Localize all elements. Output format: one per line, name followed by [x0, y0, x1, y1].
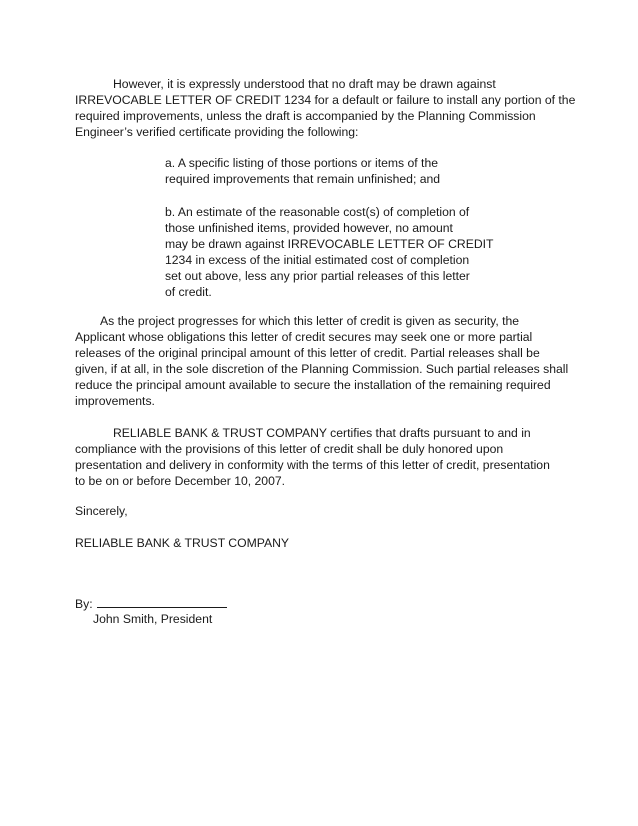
text-line: may be drawn against IRREVOCABLE LETTER OF CREDIT — [165, 237, 494, 251]
paragraph-draft-restriction — [75, 76, 576, 140]
text-line: Engineer’s verified certificate providing the following: — [75, 125, 359, 139]
text-line: of credit. — [165, 285, 212, 299]
text-line: set out above, less any prior partial releases of this letter — [165, 269, 470, 283]
signer-name-title: John Smith, President — [93, 612, 213, 626]
text-line: required improvements, unless the draft is accompanied by the Planning Commission — [75, 109, 536, 123]
text-line: However, it is expressly understood that no draft may be drawn against — [113, 77, 496, 91]
text-line: compliance with the provisions of this letter of credit shall be duly honored upon — [75, 442, 504, 456]
paragraph-certification — [75, 425, 575, 489]
text-line: given, if at all, in the sole discretion of the Planning Commission. Such partial releases shall — [75, 362, 569, 376]
text-line: b. An estimate of the reasonable cost(s) of completion of — [165, 205, 470, 219]
closing-salutation: Sincerely, — [75, 504, 128, 518]
by-label: By: — [75, 597, 93, 611]
company-name: RELIABLE BANK & TRUST COMPANY — [75, 536, 290, 550]
text-line: 1234 in excess of the initial estimated cost of completion — [165, 253, 470, 267]
text-line: to be on or before December 10, 2007. — [75, 474, 286, 488]
text-line: releases of the original principal amount of this letter of credit. Partial releases shall be — [75, 346, 540, 360]
text-line: a. A specific listing of those portions or items of the — [165, 156, 439, 170]
paragraph-partial-releases — [75, 313, 575, 409]
text-line: those unfinished items, provided however, no amount — [165, 221, 453, 235]
signature-underline — [97, 596, 227, 608]
list-item-b — [165, 204, 494, 300]
text-line: required improvements that remain unfinished; and — [165, 172, 441, 186]
text-line: As the project progresses for which this letter of credit is given as security, the — [100, 314, 520, 328]
signature-line — [75, 596, 227, 612]
text-line: IRREVOCABLE LETTER OF CREDIT 1234 for a default or failure to install any portion of the — [75, 93, 576, 107]
text-line: Applicant whose obligations this letter of credit secures may seek one or more partial — [75, 330, 533, 344]
text-line: RELIABLE BANK & TRUST COMPANY certifies that drafts pursuant to and in — [113, 426, 531, 440]
text-line: reduce the principal amount available to secure the installation of the remaining required — [75, 378, 551, 392]
list-item-a — [165, 155, 485, 187]
text-line: presentation and delivery in conformity with the terms of this letter of credit, presentation — [75, 458, 550, 472]
text-line: improvements. — [75, 394, 155, 408]
